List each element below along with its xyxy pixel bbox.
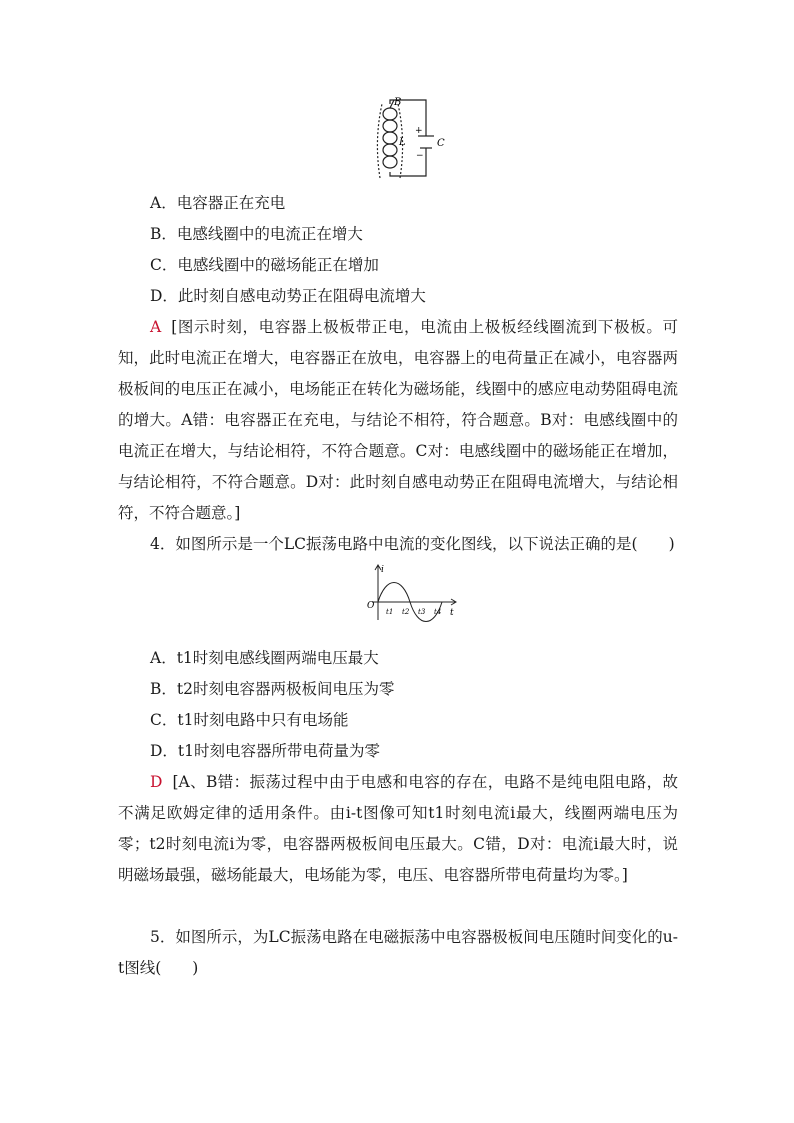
q5-stem-text: 5．如图所示，为LC振荡电路在电磁振荡中电容器极板间电压随时间变化的u-t图线( )	[118, 928, 678, 977]
q3-option-b: B．电感线圈中的电流正在增大	[150, 225, 363, 243]
q4-option-c: C．t1时刻电路中只有电场能	[150, 711, 349, 729]
label-l: L	[399, 137, 406, 148]
q3-option-d: D．此时刻自感电动势正在阻碍电流增大	[150, 287, 426, 305]
label-minus: −	[416, 151, 424, 161]
q5-stem	[118, 922, 678, 984]
q3-option-c: C．电感线圈中的磁场能正在增加	[150, 256, 379, 274]
label-b: B	[394, 97, 402, 108]
tick-t3: t3	[418, 608, 426, 616]
q3-answer-letter: A	[150, 318, 162, 336]
axis-i-label: i	[381, 565, 384, 575]
label-c: C	[437, 138, 445, 149]
q4-option-a: A．t1时刻电感线圈两端电压最大	[150, 649, 379, 667]
q3-option-a: A．电容器正在充电	[150, 194, 286, 212]
tick-t4: t4	[434, 608, 442, 616]
i-t-graph-figure	[364, 562, 462, 622]
q4-option-b: B．t2时刻电容器两极板间电压为零	[150, 680, 395, 698]
q3-explanation-text: [图示时刻，电容器上极板带正电，电流由上极板经线圈流到下极板。可知，此时电流正在增大，电容器正在放电，电容器上的电荷量正在减小，电容器两极板间的电压正在减小，电场能正在转化为磁场能，线圈中的感应电动势阻碍电流的增大。A错：电容器正在充电，与结论不相符，符合题意。B对：电感线圈中的电流正在增大，与结论相符，不符合题意。C对：电感线圈中的磁场能正在增加，与结论相符，不符合题意。D对：此时刻自感电动势正在阻碍电流增大，与结论相符，不符合题意。]	[118, 318, 678, 522]
tick-t2: t2	[402, 608, 410, 616]
lc-circuit-figure	[370, 96, 450, 182]
q4-answer-letter: D	[150, 773, 163, 791]
axis-t-label: t	[450, 608, 454, 618]
q4-stem-text: 4．如图所示是一个LC振荡电路中电流的变化图线，以下说法正确的是( )	[150, 535, 675, 553]
q3-explanation	[118, 312, 678, 529]
q4-stem	[118, 529, 678, 560]
q4-option-d: D．t1时刻电容器所带电荷量为零	[150, 742, 381, 760]
tick-t1: t1	[386, 608, 394, 616]
origin-label: O	[367, 601, 375, 611]
q4-explanation-text: [A、B错：振荡过程中由于电感和电容的存在，电路不是纯电阻电路，故不满足欧姆定律的适用条件。由i-t图像可知t1时刻电流i最大，线圈两端电压为零；t2时刻电流i为零，电容器两极板间电压最大。C错，D对：电流i最大时，说明磁场最强，磁场能最大，电场能为零，电压、电容器所带电荷量均为零。]	[118, 773, 678, 884]
q4-explanation	[118, 767, 678, 891]
label-plus: +	[415, 126, 423, 136]
